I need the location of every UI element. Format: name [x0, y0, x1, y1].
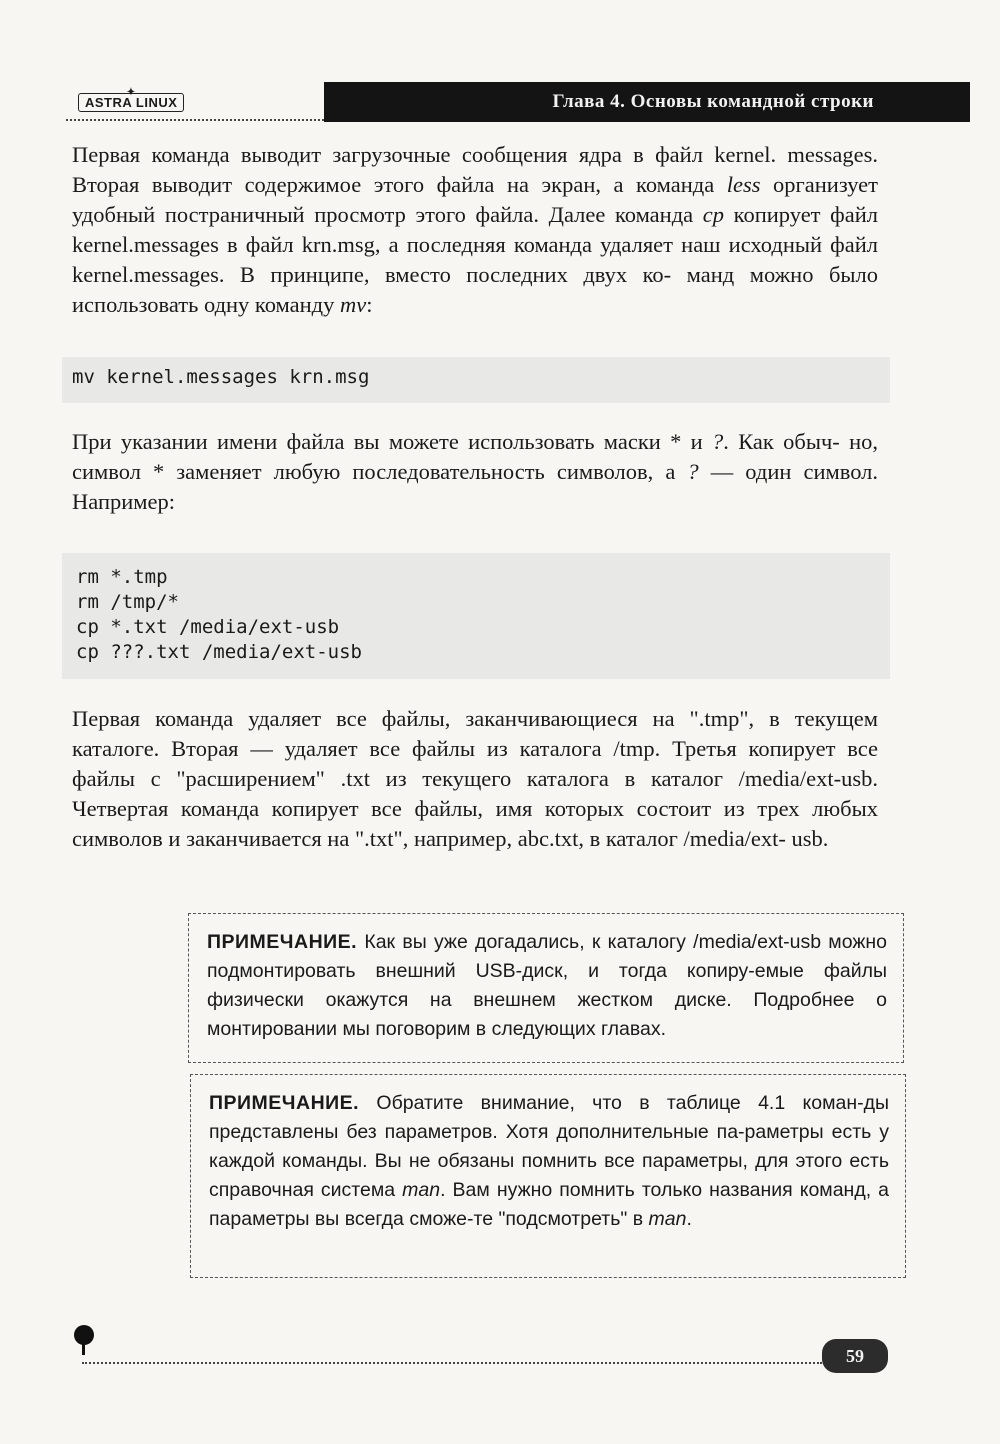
p3-line-1: Первая команда удаляет все файлы, заканчивающиеся на ".tmp", в текущем	[72, 706, 878, 731]
p3-line-5: символов и заканчивается на ".txt", например, abc.txt, в каталог /media/ext-	[72, 826, 786, 851]
page-number: 59	[846, 1345, 864, 1366]
note-end: .	[686, 1208, 692, 1230]
man-command: man	[402, 1179, 441, 1201]
p1-line-1: Первая команда выводит загрузочные сообщения ядра в файл kernel.	[72, 142, 777, 167]
note-label: ПРИМЕЧАНИЕ.	[209, 1092, 360, 1114]
p2-line-2b: — один	[710, 459, 792, 484]
p1-line-3: организует удобный постраничный просмотр этого файла. Далее команда	[72, 172, 879, 227]
logo-text: ASTRA LINUX	[85, 95, 178, 110]
p1-line-6: манд можно было использовать одну команду	[72, 262, 878, 317]
footer-bullet-stem	[82, 1343, 85, 1355]
code-line: rm /tmp/*	[76, 591, 179, 613]
p3-line-4: Четвертая команда копирует все файлы, имя которых состоит из трех любых	[72, 796, 878, 821]
code-line: cp *.txt /media/ext-usb	[76, 616, 340, 638]
paragraph-1	[72, 140, 878, 320]
paragraph-3	[72, 704, 878, 854]
code-block-mv	[62, 357, 890, 403]
note-box-1	[188, 913, 904, 1063]
note-text: Обратите внимание, что в таблице 4.1 коман-ды представлены без параметров. Хотя дополнительные па-раметры есть у каждой команды. Вы не обязаны помнить все параметры, для этого есть справочная система	[209, 1092, 889, 1201]
code-block-masks	[62, 553, 890, 679]
less-command: less	[726, 172, 761, 197]
note-text-cont: . Вам нужно помнить только названия команд, а параметры вы всегда сможе-те "подсмотреть" в	[209, 1179, 889, 1230]
chapter-title: Глава 4. Основы командной строки	[552, 91, 874, 112]
man-command: man	[648, 1208, 687, 1230]
mv-command: mv	[339, 292, 367, 317]
header-divider	[66, 119, 328, 121]
p1-colon: :	[366, 292, 373, 317]
footer-divider	[82, 1362, 822, 1364]
p1-line-5: наш исходный файл kernel.messages. В принципе, вместо последних двух ко-	[72, 232, 879, 287]
p2-line-1b: . Как обыч-	[723, 429, 840, 454]
note-box-2	[190, 1074, 906, 1278]
p1-line-4: копирует файл kernel.messages в файл krn.msg, а последняя команда удаляет	[72, 202, 878, 257]
footer-bullet-icon	[74, 1325, 94, 1345]
note-label: ПРИМЕЧАНИЕ.	[207, 931, 358, 953]
cp-command: cp	[702, 202, 725, 227]
p2-line-2a: но, символ * заменяет любую последовательность символов, а	[72, 429, 878, 484]
code-line: cp ???.txt /media/ext-usb	[76, 641, 362, 663]
code-line: mv kernel.messages krn.msg	[72, 366, 370, 388]
code-line: rm *.tmp	[76, 566, 168, 588]
paragraph-2	[72, 427, 878, 517]
p2-line-3: символ. Например:	[72, 459, 879, 514]
p3-line-6: usb.	[791, 826, 829, 851]
astra-linux-logo	[78, 87, 184, 112]
chapter-title-bar	[324, 82, 970, 122]
star-icon: ✦	[126, 87, 136, 98]
p2-mask-question: ?	[712, 429, 724, 454]
p1-line-2: messages. Вторая выводит содержимое этого файла на экран, а команда	[72, 142, 878, 197]
p2-mask-question-2: ?	[687, 459, 699, 484]
p3-line-2: каталоге. Вторая — удаляет все файлы из каталога /tmp. Третья копирует все	[72, 736, 878, 761]
note-text: Как вы уже догадались, к каталогу /media/ext-usb можно подмонтировать внешний USB-диск, и тогда копиру-емые файлы физически окажутся на внешнем жестком диске. Подробнее о монтировании мы поговорим в следующих главах.	[207, 931, 887, 1040]
p3-line-3: файлы с "расширением" .txt из текущего каталога в каталог /media/ext-usb.	[72, 766, 878, 791]
p2-line-1a: При указании имени файла вы можете использовать маски * и	[72, 429, 703, 454]
page-number-badge	[822, 1339, 888, 1373]
